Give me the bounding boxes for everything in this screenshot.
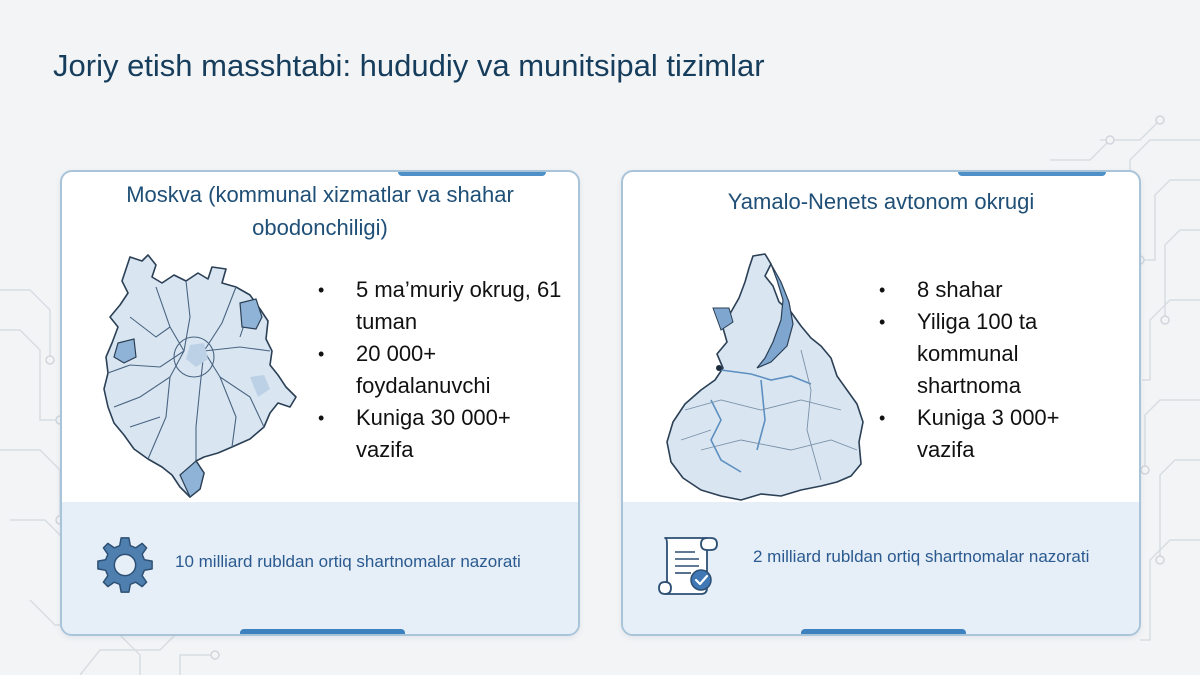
- list-item: • 8 shahar: [879, 274, 1079, 306]
- card-accent-top: [958, 170, 1106, 176]
- gear-icon: [94, 534, 156, 596]
- list-item: • 20 000+ foydalanuvchi: [318, 338, 568, 402]
- list-item: • Kuniga 3 000+ vazifa: [879, 402, 1079, 466]
- card-accent-bottom: [801, 629, 966, 636]
- contract-document-icon: [655, 532, 721, 598]
- card-title: Moskva (kommunal xizmatlar va shahar obodonchiligi): [126, 182, 514, 240]
- card-footer: [62, 502, 578, 634]
- moscow-stats-list: [318, 274, 568, 466]
- yamal-map-icon: [661, 250, 873, 510]
- page-title: Joriy etish masshtabi: hududiy va munitsipal tizimlar: [53, 48, 765, 83]
- moscow-card: [60, 170, 580, 636]
- list-item: • 5 ma’muriy okrug, 61 tuman: [318, 274, 568, 338]
- yamal-stats-list: [879, 274, 1079, 466]
- list-item: • Yiliga 100 ta kommunal shartnoma: [879, 306, 1079, 402]
- list-item: • Kuniga 30 000+ vazifa: [318, 402, 568, 466]
- card-footer: [623, 502, 1139, 634]
- footer-text: 2 milliard rubldan ortiq shartnomalar nazorati: [753, 547, 1090, 566]
- yamal-card: [621, 170, 1141, 636]
- card-title: Yamalo-Nenets avtonom okrugi: [727, 189, 1035, 214]
- card-accent-top: [398, 170, 546, 176]
- moscow-map-icon: [100, 247, 310, 507]
- footer-text: 10 milliard rubldan ortiq shartnomalar nazorati: [175, 552, 521, 571]
- card-accent-bottom: [240, 629, 405, 636]
